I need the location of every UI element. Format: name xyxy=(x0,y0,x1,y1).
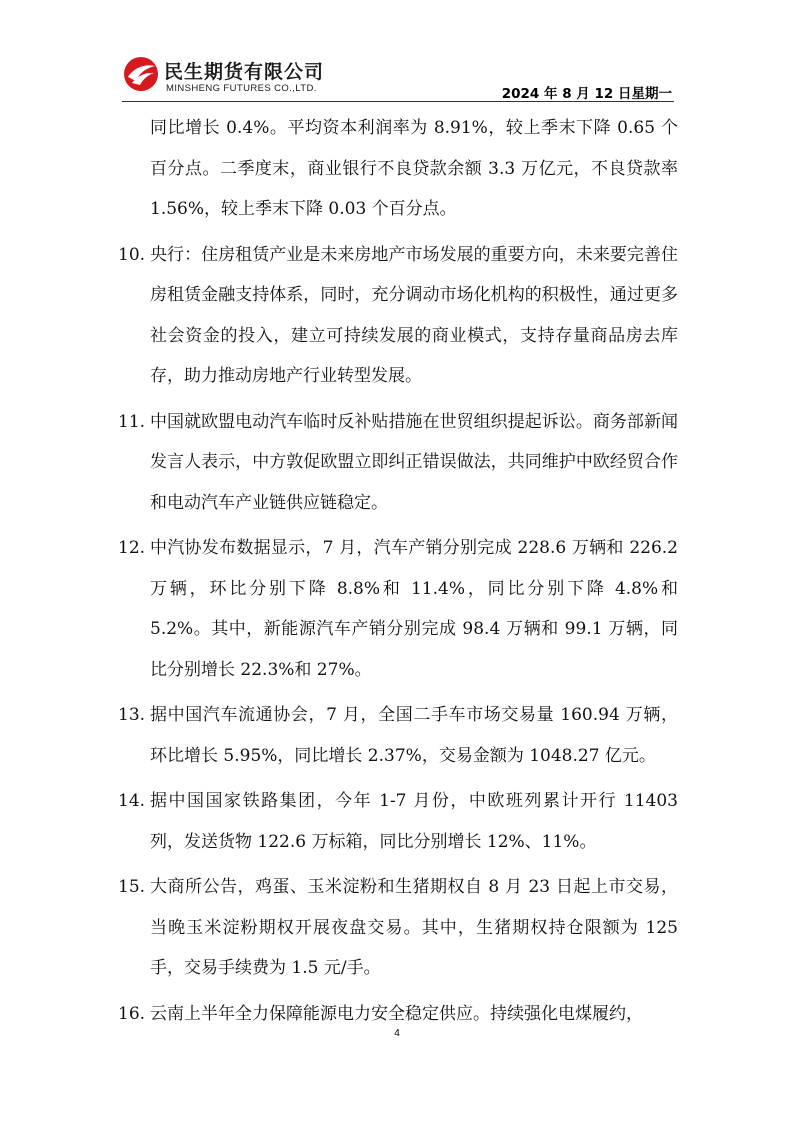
company-name-en: MINSHENG FUTURES CO.,LTD. xyxy=(166,83,317,94)
page-number: 4 xyxy=(394,1028,400,1039)
list-item xyxy=(118,528,678,690)
item-text: 中汽协发布数据显示，7 月，汽车产销分别完成 228.6 万辆和 226.2 万辆，环比分别下降 8.8%和 11.4%，同比分别下降 4.8%和 5.2%。其中，新能源汽车产销分别完成 98.4 万辆和 99.1 万辆，同比分别增长 22.3%和 27%。 xyxy=(150,538,678,680)
item-number: 15. xyxy=(118,877,146,897)
item-number: 11. xyxy=(118,411,146,432)
item-text: 央行：住房租赁产业是未来房地产市场发展的重要方向，未来要完善住房租赁金融支持体系，同时，充分调动市场化机构的积极性，通过更多社会资金的投入，建立可持续发展的商业模式，支持存量商品房去库存，助力推动房地产行业转型发展。 xyxy=(150,244,678,386)
item-text: 据中国国家铁路集团，今年 1-7 月份，中欧班列累计开行 11403 列，发送货物 122.6 万标箱，同比分别增长 12%、11%。 xyxy=(150,791,678,852)
item-number: 16. xyxy=(118,1003,146,1024)
company-name-cn: 民生期货有限公司 xyxy=(164,61,325,83)
item-text: 云南上半年全力保障能源电力安全稳定供应。持续强化电煤履约， xyxy=(150,1003,643,1024)
list-item xyxy=(118,781,678,862)
list-item xyxy=(118,867,678,989)
header-divider xyxy=(122,101,674,102)
item-text: 据中国汽车流通协会，7 月，全国二手车市场交易量 160.94 万辆，环比增长 5.95%，同比增长 2.37%，交易金额为 1048.27 亿元。 xyxy=(150,705,678,766)
item-number: 10. xyxy=(118,244,146,265)
list-item xyxy=(118,235,678,397)
item-text: 大商所公告，鸡蛋、玉米淀粉和生猪期权自 8 月 23 日起上市交易，当晚玉米淀粉期权开展夜盘交易。其中，生猪期权持仓限额为 125 手，交易手续费为 1.5 元/手。 xyxy=(150,877,678,978)
list-item xyxy=(118,695,678,776)
page-header xyxy=(122,55,674,103)
report-date: 2024 年 8 月 12 日星期一 xyxy=(501,86,672,102)
item-number: 12. xyxy=(118,538,146,558)
item-number: 13. xyxy=(118,705,146,725)
item-text: 中国就欧盟电动汽车临时反补贴措施在世贸组织提起诉讼。商务部新闻发言人表示，中方敦促欧盟立即纠正错误做法，共同维护中欧经贸合作和电动汽车产业链供应链稳定。 xyxy=(150,411,678,513)
item-number: 14. xyxy=(118,791,146,811)
list-item xyxy=(118,402,678,524)
news-list xyxy=(118,108,678,1039)
company-logo-icon xyxy=(122,55,160,93)
continued-paragraph: 同比增长 0.4%。平均资本利润率为 8.91%，较上季末下降 0.65 个百分点。二季度末，商业银行不良贷款余额 3.3 万亿元，不良贷款率 1.56%，较上季末下降 0.03 个百分点。 xyxy=(150,118,678,219)
